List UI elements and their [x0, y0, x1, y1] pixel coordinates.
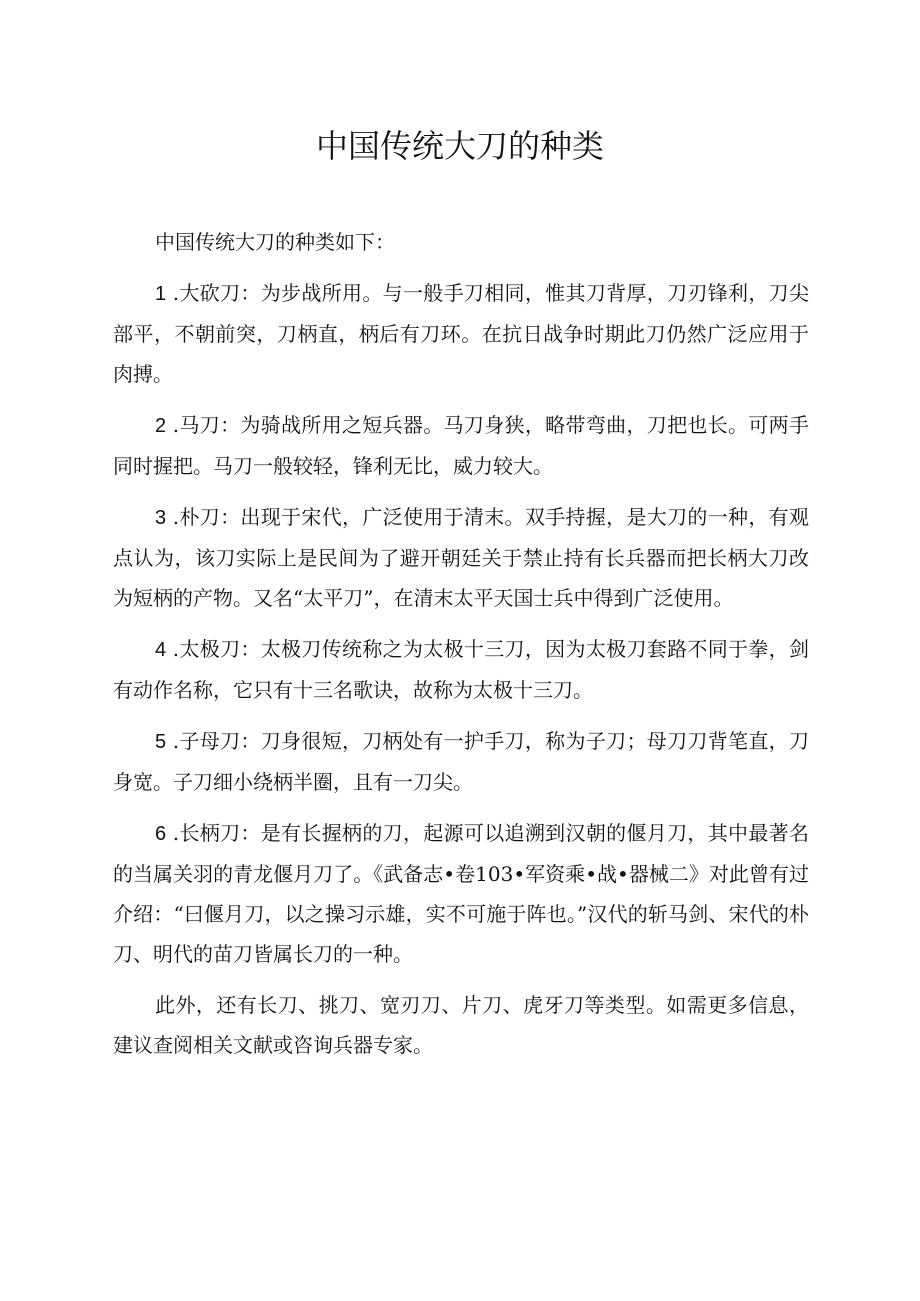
list-item	[113, 813, 809, 974]
item-text: .子母刀：刀身很短，刀柄处有一护手刀，称为子刀；母刀刀背笔直，刀身宽。子刀细小绕柄半圈，且有一刀尖。	[113, 729, 809, 794]
item-text: .太极刀：太极刀传统称之为太极十三刀，因为太极刀套路不同于拳，剑有动作名称，它只有十三名歌诀，故称为太极十三刀。	[113, 637, 809, 702]
item-number: 6	[155, 823, 167, 845]
item-text: .马刀：为骑战所用之短兵器。马刀身狭，略带弯曲，刀把也长。可两手同时握把。马刀一般较轻，锋利无比，威力较大。	[113, 413, 809, 478]
document-body	[113, 222, 809, 1076]
list-item	[113, 405, 809, 486]
list-item	[113, 497, 809, 618]
item-text: .大砍刀：为步战所用。与一般手刀相同，惟其刀背厚，刀刃锋利，刀尖部平，不朝前突，刀柄直，柄后有刀环。在抗日战争时期此刀仍然广泛应用于肉搏。	[113, 281, 809, 386]
item-text: .长柄刀：是有长握柄的刀，起源可以追溯到汉朝的偃月刀，其中最著名的当属关羽的青龙偃月刀了。《武备志•卷103•军资乘•战•器械二》对此曾有过介绍：“曰偃月刀，以之操习示雄，实不可施于阵也。”汉代的斩马剑、宋代的朴刀、明代的苗刀皆属长刀的一种。	[113, 821, 809, 966]
list-item	[113, 273, 809, 394]
list-item	[113, 629, 809, 710]
item-number: 4	[155, 639, 167, 661]
item-number: 3	[155, 507, 167, 529]
closing-paragraph: 此外，还有长刀、挑刀、宽刃刀、片刀、虎牙刀等类型。如需更多信息，建议查阅相关文献或咨询兵器专家。	[113, 993, 809, 1057]
item-number: 2	[155, 415, 167, 437]
intro-paragraph: 中国传统大刀的种类如下：	[155, 230, 395, 254]
item-number: 1	[155, 283, 167, 305]
document-title: 中国传统大刀的种类	[315, 127, 604, 165]
list-item	[113, 721, 809, 802]
item-number: 5	[155, 731, 167, 753]
item-text: .朴刀：出现于宋代，广泛使用于清末。双手持握，是大刀的一种，有观点认为，该刀实际上是民间为了避开朝廷关于禁止持有长兵器而把长柄大刀改为短柄的产物。又名“太平刀”，在清末太平天国士兵中得到广泛使用。	[113, 505, 809, 610]
